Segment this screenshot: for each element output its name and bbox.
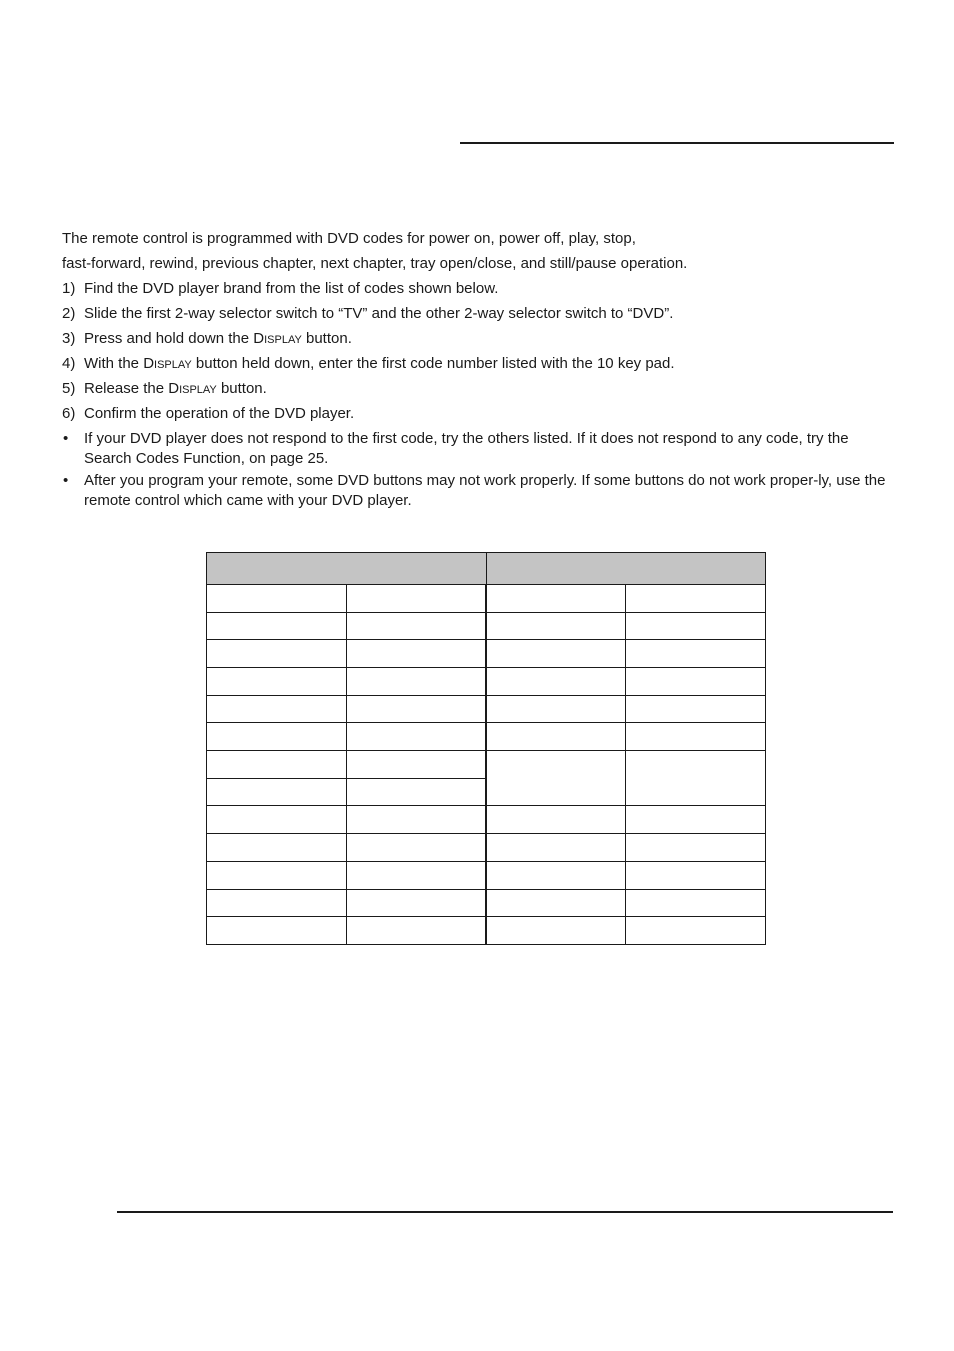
code-cell [346, 640, 486, 668]
brand-cell [207, 584, 347, 612]
code-cell [346, 695, 486, 723]
code-cell [626, 695, 766, 723]
code-cell [626, 667, 766, 695]
step-number: 5) [62, 380, 76, 397]
table-row [207, 861, 766, 889]
step-text-before: Release the [84, 380, 169, 397]
step-text: Confirm the operation of the DVD player. [84, 405, 355, 422]
header-cell-right [486, 553, 766, 585]
brand-cell [207, 889, 347, 917]
brand-cell [207, 695, 347, 723]
step-number: 1) [62, 280, 76, 297]
code-cell [626, 806, 766, 834]
table-row [207, 834, 766, 862]
table-row [207, 806, 766, 834]
brand-cell [207, 806, 347, 834]
code-cell [626, 917, 766, 945]
brand-cell [486, 612, 626, 640]
table-row [207, 917, 766, 945]
footer-rule [117, 1211, 893, 1213]
code-cell [346, 889, 486, 917]
table-row [207, 889, 766, 917]
brand-cell [207, 861, 347, 889]
intro-line-2: fast-forward, rewind, previous chapter, next chapter, tray open/close, and still/pause operation. [62, 255, 688, 272]
table-row [207, 640, 766, 668]
code-cell [626, 640, 766, 668]
bullet-mark: • [63, 430, 69, 447]
code-cell [346, 778, 486, 806]
brand-cell [207, 723, 347, 751]
step-1 [62, 279, 896, 299]
brand-cell [486, 917, 626, 945]
bullet-mark: • [63, 472, 69, 489]
brand-cell [207, 640, 347, 668]
brand-cell [486, 640, 626, 668]
display-keyword: Display [168, 380, 217, 397]
brand-cell [207, 667, 347, 695]
step-text-after: button held down, enter the first code number listed with the 10 key pad. [191, 355, 675, 372]
brand-cell [486, 667, 626, 695]
table-header-row [207, 553, 766, 585]
code-cell [626, 612, 766, 640]
step-number: 4) [62, 355, 76, 372]
step-2 [62, 304, 896, 324]
brand-cell [207, 917, 347, 945]
brand-cell [486, 861, 626, 889]
table-row [207, 612, 766, 640]
brand-cell [486, 584, 626, 612]
table-row [207, 695, 766, 723]
brand-cell [486, 834, 626, 862]
display-keyword: Display [143, 355, 192, 372]
code-cell [626, 889, 766, 917]
header-cell-left [207, 553, 487, 585]
brand-cell [207, 834, 347, 862]
code-cell [626, 584, 766, 612]
brand-cell [207, 778, 347, 806]
code-cell [346, 834, 486, 862]
code-cell [346, 667, 486, 695]
code-cell [346, 584, 486, 612]
step-3 [62, 329, 896, 349]
code-cell [346, 751, 486, 779]
brand-cell [486, 889, 626, 917]
code-cell [626, 751, 766, 806]
intro-line-1: The remote control is programmed with DVD codes for power on, power off, play, stop, [62, 230, 636, 247]
step-number: 6) [62, 405, 76, 422]
instructions [62, 229, 896, 513]
step-text-after: button. [216, 380, 267, 397]
code-cell [626, 834, 766, 862]
code-cell [626, 723, 766, 751]
brand-cell [486, 751, 626, 806]
table-row [207, 584, 766, 612]
step-text-before: With the [84, 355, 144, 372]
step-text: Find the DVD player brand from the list of codes shown below. [84, 280, 499, 297]
code-cell [346, 612, 486, 640]
table-row [207, 723, 766, 751]
brand-cell [207, 751, 347, 779]
brand-cell [207, 612, 347, 640]
step-number: 3) [62, 330, 76, 347]
brand-cell [486, 806, 626, 834]
code-cell [346, 861, 486, 889]
step-text-after: button. [301, 330, 352, 347]
code-cell [626, 861, 766, 889]
brand-cell [486, 723, 626, 751]
code-cell [346, 806, 486, 834]
brand-cell [486, 695, 626, 723]
note-1 [62, 429, 896, 469]
note-text: If your DVD player does not respond to the first code, try the others listed. If it does not respond to any code, try the Search Codes Function, on page 25. [84, 430, 849, 467]
step-text: Slide the first 2-way selector switch to “TV” and the other 2-way selector switch to “DVD”. [84, 305, 674, 322]
step-4 [62, 354, 896, 374]
display-keyword: Display [253, 330, 302, 347]
dvd-code-table [206, 552, 766, 945]
step-5 [62, 379, 896, 399]
header-rule [460, 142, 894, 144]
table-row [207, 751, 766, 779]
step-text-before: Press and hold down the [84, 330, 254, 347]
code-cell [346, 723, 486, 751]
table-row [207, 667, 766, 695]
step-number: 2) [62, 305, 76, 322]
note-2 [62, 471, 896, 511]
code-cell [346, 917, 486, 945]
step-6 [62, 404, 896, 424]
note-text: After you program your remote, some DVD buttons may not work properly. If some buttons do not work proper-ly, use the remote control which came with your DVD player. [84, 472, 886, 509]
